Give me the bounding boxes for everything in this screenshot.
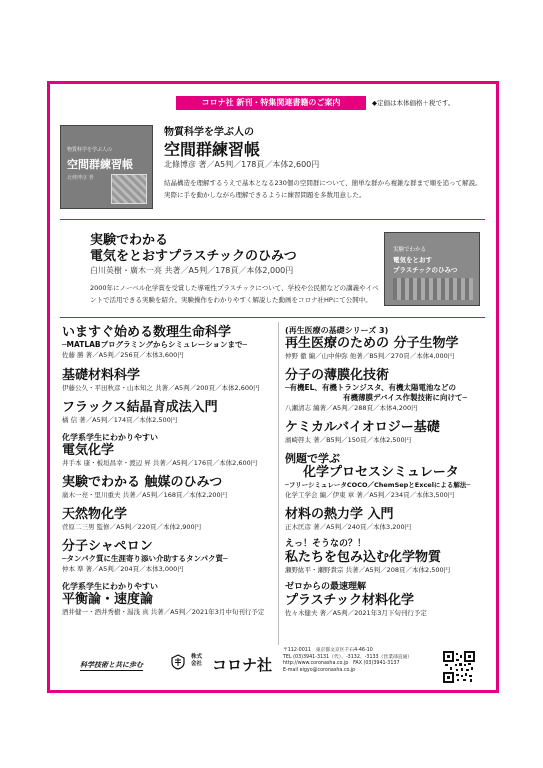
book-entry[interactable] xyxy=(62,368,274,393)
book-description: 2000年にノーベル化学賞を受賞した導電性プラスチックについて、学校や公民館などの講義やイベントで活用できる実験を紹介。実験操作をわかりやすく解説した動画をコロナ社HPにて公開中。 xyxy=(90,284,379,304)
cover-author: 北條博彦 著 xyxy=(67,175,94,181)
contact-line: 〒112-0011 東京都文京区千石4-46-10 xyxy=(283,648,373,653)
book-title[interactable]: 電気をとおすプラスチックのひみつ xyxy=(90,249,297,264)
publisher-name: コロナ社 xyxy=(212,656,273,674)
cover-line: プラスチックのひみつ xyxy=(393,266,458,274)
book-meta: 伊藤公久・平田秋彦・山本知之 共著／A5判／200頁／本体2,600円 xyxy=(62,384,260,392)
book-title[interactable]: いますぐ始める数理生命科学 xyxy=(62,325,232,340)
book-entry[interactable] xyxy=(62,325,274,360)
book-meta: 八瀬清志 編著／A5判／288頁／本体4,200円 xyxy=(285,404,418,412)
publisher-contact xyxy=(283,648,412,674)
book-entry[interactable] xyxy=(285,507,497,532)
publisher-slogan: 科学技術と共に歩む xyxy=(80,661,143,669)
contact-line[interactable]: E-mail eigyo@coronasha.co.jp xyxy=(283,667,356,673)
divider xyxy=(60,219,485,220)
book-meta: 仲野 徹 編／山中伸弥 他著／B5判／270頁／本体4,000円 xyxy=(285,352,455,360)
book-title[interactable]: プラスチック材料化学 xyxy=(285,593,414,608)
book-entry[interactable] xyxy=(62,432,274,468)
book-meta: 北條博彦 著／A5判／178頁／本体2,600円 xyxy=(164,160,320,169)
book-entry[interactable] xyxy=(285,452,497,500)
book-meta: 正木匡彦 著／A5判／240頁／本体3,200円 xyxy=(285,523,412,531)
book-meta: 井手本 康・板垣昌幸・渡辺 昇 共著／A5判／176頁／本体2,600円 xyxy=(62,459,258,467)
book-title[interactable]: 材料の熱力学 入門 xyxy=(285,507,394,522)
book-title[interactable]: 電気化学 xyxy=(62,443,115,458)
divider xyxy=(60,317,485,318)
book-subtitle: ─有機EL、有機トランジスタ、有機太陽電池などの xyxy=(285,383,457,392)
featured-book-2[interactable] xyxy=(60,224,485,316)
cover-line: 実験でわかる xyxy=(393,247,427,253)
publisher-logo-icon xyxy=(170,654,186,670)
book-entry[interactable] xyxy=(62,400,274,425)
featured-book-1[interactable] xyxy=(60,115,485,218)
book-title[interactable]: 平衡論・速度論 xyxy=(62,592,154,607)
book-title[interactable]: 実験でわかる 触媒のひみつ xyxy=(62,475,223,490)
book-entry[interactable] xyxy=(285,582,497,618)
cover-subtitle: 物質科学を学ぶ人の xyxy=(67,147,113,153)
book-title[interactable]: 化学プロセスシミュレータ xyxy=(303,465,459,480)
book-meta: 瀬野紘平・瀬野貴宗 共著／A5判／208頁／本体2,500円 xyxy=(285,566,451,574)
book-series: (再生医療の基礎シリーズ 3) xyxy=(285,326,389,335)
cover-illustration xyxy=(111,174,147,204)
book-entry[interactable] xyxy=(62,507,274,532)
publisher-footer xyxy=(60,648,485,688)
cover-illustration xyxy=(393,278,473,300)
book-subtitle: 物質科学を学ぶ人の xyxy=(164,127,254,138)
book-series: 化学系学生にわかりやすい xyxy=(62,582,158,591)
book-title[interactable]: 私たちを包み込む化学物質 xyxy=(285,550,442,565)
book-description: 結晶構造を理解するうえで基本となる230個の空間群について、簡単な群から複雑な群まで順を追って解説。実際に手を動かしながら理解できるように練習問題を多数用意した。 xyxy=(164,179,482,199)
contact-line: TEL (03)3941-3131（代）、-3132、-3133（営業部直通） xyxy=(283,654,413,660)
book-meta: 菅原二三男 監修／A5判／220頁／本体2,900円 xyxy=(62,523,202,531)
book-cover-image[interactable] xyxy=(384,232,480,306)
book-subtitle: ─タンパク質に生涯寄り添い介助するタンパク質─ xyxy=(62,554,228,563)
book-meta: 佐々木健夫 著／A5判／2021年3月下旬刊行予定 xyxy=(285,609,427,617)
book-series: えっ！そうなの？！ xyxy=(285,539,367,549)
book-subtitle: ─MATLABプログラミングからシミュレーションまで─ xyxy=(62,340,248,349)
book-entry[interactable] xyxy=(62,539,274,574)
contact-line[interactable]: http://www.coronasha.co.jp FAX (03)3941-3137 xyxy=(283,661,400,667)
book-meta: 仲本 準 著／A5判／204頁／本体3,000円 xyxy=(62,565,184,573)
book-subtitle: ─フリーシミュレータCOCO／ChemSepとExcelによる解法─ xyxy=(285,481,471,489)
book-meta: 濱崎啓太 著／B5判／150頁／本体2,500円 xyxy=(285,436,412,444)
qr-code-icon[interactable] xyxy=(443,651,475,683)
book-entry[interactable] xyxy=(285,325,497,361)
book-entry[interactable] xyxy=(285,368,497,413)
book-entry[interactable] xyxy=(285,420,497,445)
book-title[interactable]: フラックス結晶育成法入門 xyxy=(62,400,218,415)
book-subtitle: 実験でわかる xyxy=(90,233,169,248)
book-meta: 化学工学会 編／伊東 章 著／A5判／234頁／本体3,500円 xyxy=(285,491,455,499)
book-entry[interactable] xyxy=(62,581,274,617)
column-divider xyxy=(278,322,279,645)
book-entry[interactable] xyxy=(285,539,497,575)
price-note: ◆定価は本体価格＋税です。 xyxy=(372,99,455,107)
book-entry[interactable] xyxy=(62,475,274,500)
cover-line: 電気をとおす xyxy=(393,256,432,264)
book-list-left xyxy=(62,325,274,617)
book-series: ゼロからの最速理解 xyxy=(285,582,367,592)
cover-title: 空間群練習帳 xyxy=(67,158,133,171)
book-title[interactable]: 再生医療のための 分子生物学 xyxy=(285,336,459,351)
publisher-kind: 株式会社 xyxy=(191,654,203,667)
book-title[interactable]: 空間群練習帳 xyxy=(164,140,261,159)
book-title[interactable]: 分子シャペロン xyxy=(62,539,153,554)
book-title[interactable]: 天然物化学 xyxy=(62,507,128,522)
header-banner: コロナ社 新刊・特集関連書籍のご案内 xyxy=(176,96,366,110)
book-meta: 酒井健一・酒井秀樹・湯浅 真 共著／A5判／2021年3月中旬刊行予定 xyxy=(62,608,265,616)
book-title[interactable]: 基礎材料科学 xyxy=(62,368,141,383)
book-title[interactable]: ケミカルバイオロジー基礎 xyxy=(285,420,440,435)
book-list-right xyxy=(285,325,497,618)
book-series: 化学系学生にわかりやすい xyxy=(62,433,158,442)
book-meta: 廣木一亮・里川重夫 共著／A5判／168頁／本体2,200円 xyxy=(62,491,228,499)
book-title[interactable]: 分子の薄膜化技術 xyxy=(285,368,390,383)
book-meta: 佐藤 勝 著／A5判／256頁／本体3,600円 xyxy=(62,351,184,359)
book-subtitle: 有機薄膜デバイス作製技術に向けて─ xyxy=(343,393,467,402)
book-meta: 白川英樹・廣木一亮 共著／A5判／178頁／本体2,000円 xyxy=(90,266,294,275)
book-series: 例題で学ぶ xyxy=(285,452,340,465)
book-meta: 橘 信 著／A5判／174頁／本体2,500円 xyxy=(62,416,178,424)
book-cover-image[interactable] xyxy=(60,125,153,209)
